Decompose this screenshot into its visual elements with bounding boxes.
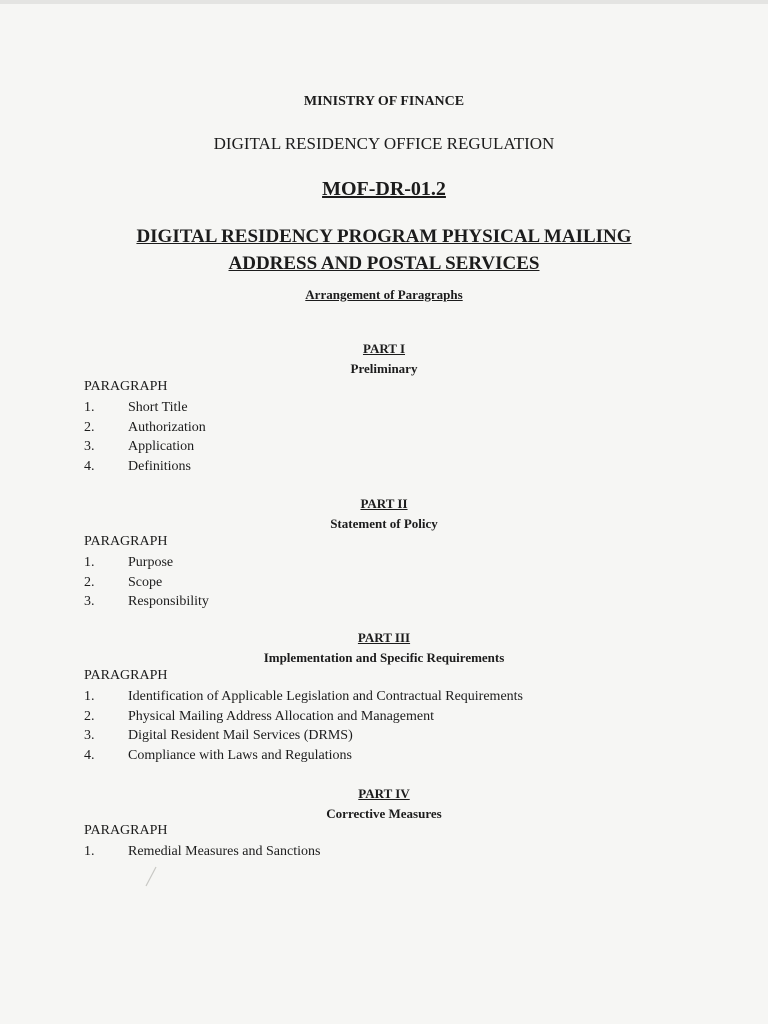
ministry-heading: MINISTRY OF FINANCE <box>303 94 465 109</box>
part-1-list <box>84 398 206 476</box>
list-item <box>84 573 209 593</box>
part-2-paragraph-heading: PARAGRAPH <box>84 534 168 549</box>
document-title <box>0 223 768 277</box>
regulation-code: MOF-DR-01.2 <box>322 178 446 200</box>
part-4-subtitle: Corrective Measures <box>326 806 442 821</box>
part-3-list <box>84 687 523 765</box>
item-text: Definitions <box>128 458 191 474</box>
item-number: 1. <box>84 555 95 570</box>
scan-top-edge <box>0 0 768 4</box>
part-3-subtitle: Implementation and Specific Requirements <box>263 650 505 665</box>
part-4-paragraph-heading: PARAGRAPH <box>84 823 168 838</box>
part-4-list <box>84 842 320 862</box>
item-text: Application <box>128 439 195 454</box>
item-number: 3. <box>84 594 95 609</box>
item-number: 4. <box>84 747 95 763</box>
item-number: 4. <box>84 458 95 474</box>
item-number: 3. <box>84 728 95 743</box>
item-number: 1. <box>84 844 95 859</box>
list-item <box>84 398 206 418</box>
item-text: Compliance with Laws and Regulations <box>128 747 352 763</box>
part-1-label: PART I <box>362 341 406 356</box>
list-item <box>84 592 209 612</box>
item-text: Authorization <box>128 419 206 435</box>
item-text: Identification of Applicable Legislation and Contractual Requirements <box>128 689 523 704</box>
part-1-subtitle: Preliminary <box>350 361 418 376</box>
item-number: 2. <box>84 419 95 435</box>
item-number: 2. <box>84 574 95 590</box>
regulation-heading: DIGITAL RESIDENCY OFFICE REGULATION <box>213 134 555 153</box>
arrangement-heading: Arrangement of Paragraphs <box>305 287 463 302</box>
part-1-paragraph-heading: PARAGRAPH <box>84 379 168 394</box>
part-2-label: PART II <box>360 496 408 511</box>
item-text: Physical Mailing Address Allocation and Management <box>128 708 435 724</box>
part-3-label: PART III <box>357 630 411 645</box>
item-text: Scope <box>128 574 163 590</box>
part-4-label: PART IV <box>358 786 410 801</box>
list-item <box>84 687 523 707</box>
stray-pen-mark <box>144 866 158 888</box>
list-item <box>84 746 523 766</box>
item-number: 1. <box>84 689 95 704</box>
item-text: Digital Resident Mail Services (DRMS) <box>128 728 353 743</box>
item-number: 2. <box>84 708 95 724</box>
list-item <box>84 707 523 727</box>
list-item <box>84 418 206 438</box>
list-item <box>84 553 209 573</box>
list-item <box>84 437 206 457</box>
part-2-subtitle: Statement of Policy <box>330 516 438 531</box>
document-title-line-2: ADDRESS AND POSTAL SERVICES <box>228 253 540 274</box>
item-text: Responsibility <box>128 594 209 609</box>
list-item <box>84 842 320 862</box>
part-2-list <box>84 553 209 612</box>
item-text: Purpose <box>128 555 174 570</box>
item-number: 3. <box>84 439 95 454</box>
item-number: 1. <box>84 400 95 415</box>
list-item <box>84 457 206 477</box>
list-item <box>84 726 523 746</box>
document-title-line-1: DIGITAL RESIDENCY PROGRAM PHYSICAL MAILING <box>136 226 632 247</box>
item-text: Short Title <box>128 400 188 415</box>
part-3-paragraph-heading: PARAGRAPH <box>84 668 168 683</box>
item-text: Remedial Measures and Sanctions <box>128 844 321 859</box>
